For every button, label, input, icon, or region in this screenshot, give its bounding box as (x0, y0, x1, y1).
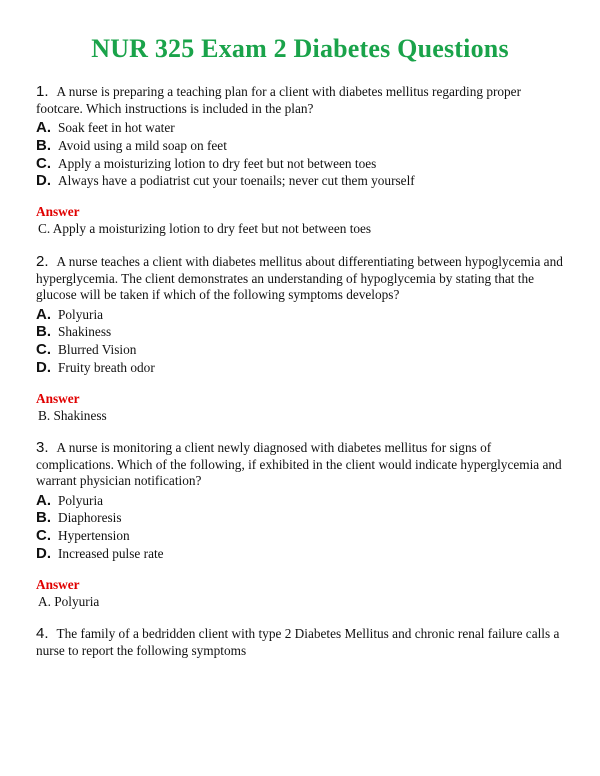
option-text: Diaphoresis (58, 510, 122, 526)
option-text: Increased pulse rate (58, 545, 164, 561)
question-number: 2. (36, 253, 49, 270)
option-letter: B. (36, 323, 51, 341)
option-c (36, 155, 566, 173)
option-text: Fruity breath odor (58, 359, 155, 375)
answer-text: B. Shakiness (38, 407, 107, 423)
answer-heading: Answer (36, 204, 80, 220)
question-4 (36, 626, 566, 659)
question-number: 1. (36, 83, 49, 100)
question-text: 2. A nurse teaches a client with diabetes mellitus about differentiating between hypoglycemia and hyperglycemia. The client demonstrates an understanding of hypoglycemia by stating that the glucose will be taken if which of the following symptoms develops? (36, 253, 563, 302)
question-text: 1. A nurse is preparing a teaching plan for a client with diabetes mellitus regarding proper footcare. Which instructions is included in the plan? (36, 83, 522, 116)
question-text: 3. A nurse is monitoring a client newly diagnosed with diabetes mellitus for signs of complications. Which of the following, if exhibited in the client would indicate hyperglycemia and warrant physician notification? (36, 439, 562, 488)
options-list (36, 306, 566, 377)
question-number: 4. (36, 625, 49, 642)
question-1 (36, 84, 566, 237)
options-list (36, 119, 566, 190)
answer-text: A. Polyuria (38, 593, 100, 609)
option-letter: A. (36, 305, 51, 323)
question-3 (36, 440, 566, 610)
option-letter: A. (36, 119, 51, 136)
option-c (36, 527, 566, 545)
option-letter: D. (36, 544, 51, 562)
option-b (36, 509, 566, 527)
option-letter: B. (36, 509, 51, 527)
option-letter: A. (36, 491, 51, 509)
option-a (36, 492, 566, 510)
option-letter: D. (36, 172, 51, 190)
option-a (36, 306, 566, 324)
question-number: 3. (36, 439, 49, 456)
option-text: Hypertension (58, 528, 130, 544)
option-b (36, 137, 566, 155)
answer-heading: Answer (36, 390, 80, 406)
option-text: Apply a moisturizing lotion to dry feet but not between toes (58, 155, 377, 171)
option-letter: D. (36, 358, 51, 376)
option-letter: B. (36, 136, 51, 154)
answer-heading: Answer (36, 576, 80, 592)
question-2 (36, 254, 566, 424)
option-text: Soak feet in hot water (58, 120, 175, 135)
option-text: Avoid using a mild soap on feet (58, 137, 227, 153)
option-letter: C. (36, 341, 51, 359)
options-list (36, 492, 566, 563)
page-title: NUR 325 Exam 2 Diabetes Questions (91, 34, 509, 63)
option-d (36, 172, 566, 190)
option-text: Polyuria (58, 492, 104, 508)
option-c (36, 341, 566, 359)
option-b (36, 323, 566, 341)
answer-text: C. Apply a moisturizing lotion to dry feet but not between toes (38, 221, 372, 237)
option-text: Shakiness (58, 324, 112, 340)
option-letter: C. (36, 154, 51, 172)
option-text: Always have a podiatrist cut your toenails; never cut them yourself (58, 173, 415, 189)
option-text: Polyuria (58, 306, 104, 322)
question-text: 4. The family of a bedridden client with type 2 Diabetes Mellitus and chronic renal failure calls a nurse to report the following symptoms (36, 625, 560, 658)
option-a (36, 119, 566, 137)
option-letter: C. (36, 527, 51, 545)
option-d (36, 359, 566, 377)
option-text: Blurred Vision (58, 342, 137, 358)
option-d (36, 545, 566, 563)
